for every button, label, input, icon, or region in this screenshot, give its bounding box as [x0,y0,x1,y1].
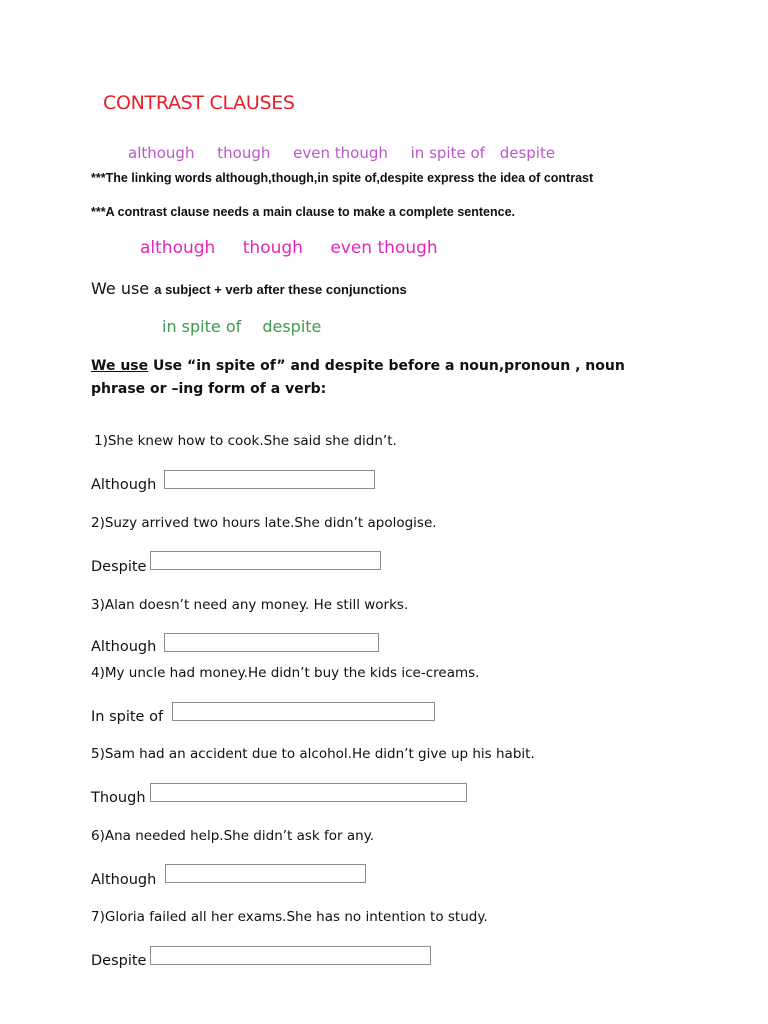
exercise-sentence-3: 3)Alan doesn’t need any money. He still works. [91,597,409,613]
conjunction-despite: despite [499,144,556,162]
exercise-sentence-7: 7)Gloria failed all her exams.She has no intention to study. [91,909,488,925]
exercise-sentence-1: 1)She knew how to cook.She said she didn’t. [94,433,397,449]
exercise-label-7: Despite [91,953,147,969]
noun-usage-note [91,355,651,401]
exercise-sentence-2: 2)Suzy arrived two hours late.She didn’t apologise. [91,515,437,531]
exercise-label-4: In spite of [91,709,164,725]
exercise-label-5: Though [91,790,146,806]
conjunction-though: though [217,144,271,162]
noun-usage-lead: We use [91,358,149,374]
clause-usage-lead: We use [91,279,150,298]
noun-conjunction-list [162,317,337,336]
conjunction-even-though: even though [293,144,388,162]
clause-conjunction-even-though: even though [330,238,438,258]
answer-field-2[interactable] [150,551,381,570]
exercise-sentence-4: 4)My uncle had money.He didn’t buy the kids ice-creams. [91,665,480,681]
clause-usage-note [91,279,407,298]
clause-conjunction-list [140,238,460,258]
exercise-label-6: Although [91,872,157,888]
conjunction-list [128,144,573,162]
clause-conjunction-though: though [242,238,303,258]
answer-field-6[interactable] [165,864,366,883]
noun-conjunction-in-spite-of: in spite of [162,317,242,336]
clause-conjunction-although: although [140,238,216,258]
exercise-label-2: Despite [91,559,147,575]
noun-conjunction-despite: despite [262,317,322,336]
page-title: CONTRAST CLAUSES [103,92,295,114]
exercise-sentence-5: 5)Sam had an accident due to alcohol.He didn’t give up his habit. [91,746,535,762]
exercise-label-3: Although [91,639,157,655]
clause-usage-text: a subject + verb after these conjunctions [154,282,407,297]
rule-main-clause: ***A contrast clause needs a main clause to make a complete sentence. [91,205,516,219]
answer-field-1[interactable] [164,470,375,489]
answer-field-4[interactable] [172,702,435,721]
answer-field-3[interactable] [164,633,379,652]
conjunction-in-spite-of: in spite of [410,144,485,162]
rule-linking-words: ***The linking words although,though,in spite of,despite express the idea of contrast [91,171,594,185]
noun-usage-text: Use “in spite of” and despite before a noun,pronoun , noun phrase or –ing form of a verb: [91,358,625,397]
answer-field-7[interactable] [150,946,431,965]
exercise-sentence-6: 6)Ana needed help.She didn’t ask for any. [91,828,375,844]
conjunction-although: although [128,144,195,162]
exercise-label-1: Although [91,477,157,493]
answer-field-5[interactable] [150,783,467,802]
